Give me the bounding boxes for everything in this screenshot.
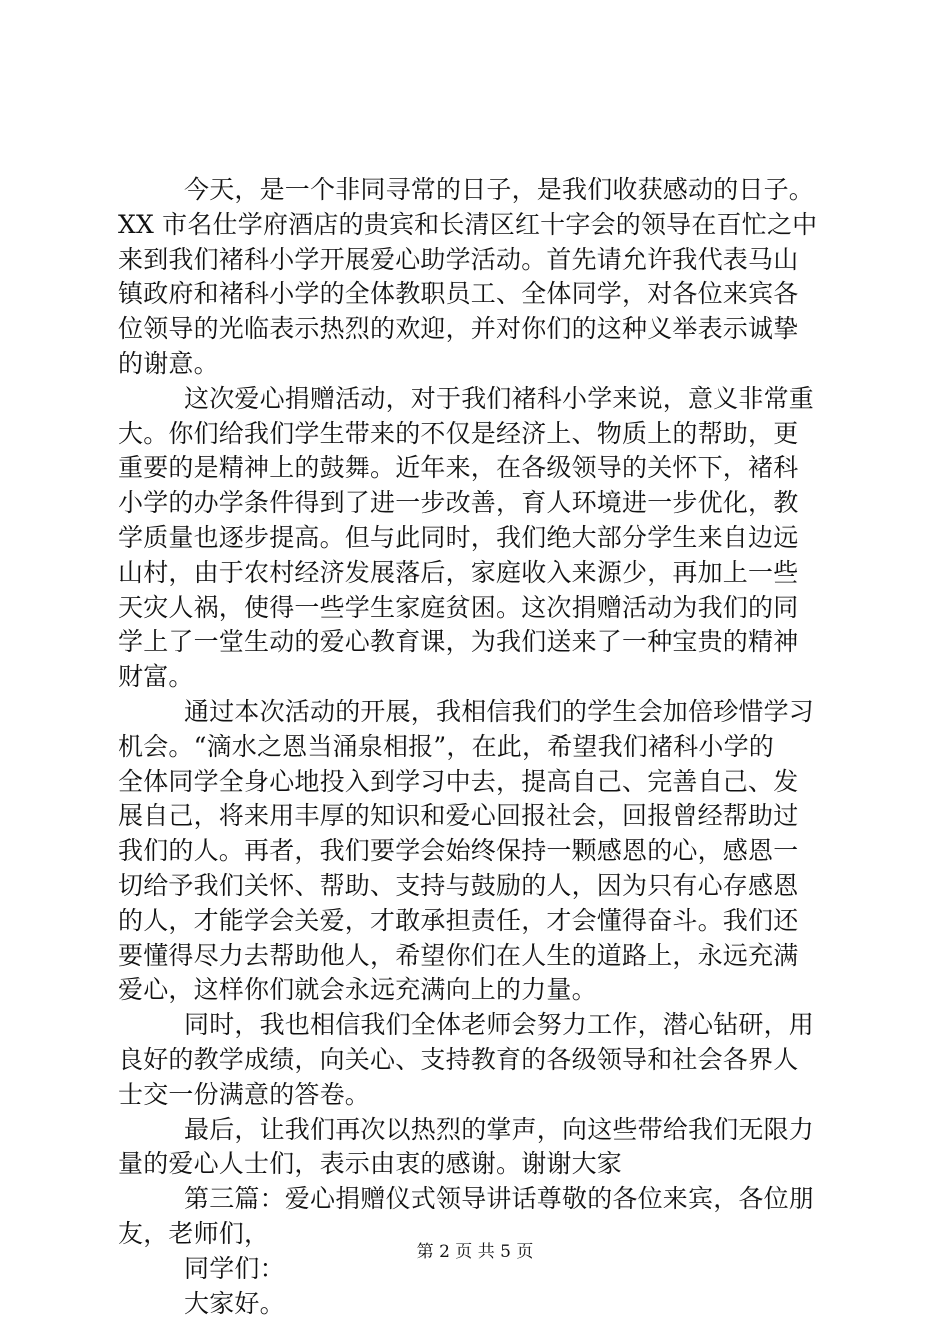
text-line: 的人，才能学会关爱，才敢承担责任，才会懂得奋斗。我们还 <box>118 905 799 935</box>
text-line: 良好的教学成绩，向关心、支持教育的各级领导和社会各界人 <box>118 1044 799 1074</box>
text-line: 切给予我们关怀、帮助、支持与鼓励的人，因为只有心存感恩 <box>118 870 799 900</box>
text-line: 要懂得尽力去帮助他人，希望你们在人生的道路上，永远充满 <box>118 940 799 970</box>
text-line: 同时，我也相信我们全体老师会努力工作，潜心钻研，用 <box>184 1010 815 1040</box>
document-body <box>118 173 838 1321</box>
text-line: 学上了一堂生动的爱心教育课，为我们送来了一种宝贵的精神 <box>118 627 799 657</box>
text-line: 学质量也逐步提高。但与此同时，我们绝大部分学生来自边远 <box>118 522 799 552</box>
text-line: 大。你们给我们学生带来的不仅是经济上、物质上的帮助，更 <box>118 418 799 448</box>
text-line: 天灾人祸，使得一些学生家庭贫困。这次捐赠活动为我们的同 <box>118 592 799 622</box>
text-line: 今天，是一个非同寻常的日子，是我们收获感动的日子。 <box>184 175 815 204</box>
text-line: 机会。“滴水之恩当涌泉相报”，在此，希望我们褚科小学的 <box>118 731 774 761</box>
text-line: 全体同学全身心地投入到学习中去，提高自己、完善自己、发 <box>118 766 799 796</box>
text-line: 大家好。 <box>184 1288 285 1318</box>
text-line: 士交一份满意的答卷。 <box>118 1079 371 1109</box>
text-line: 最后，让我们再次以热烈的掌声，向这些带给我们无限力 <box>184 1114 815 1144</box>
text-line: 友，老师们， <box>118 1218 270 1248</box>
text-line: 财富。 <box>118 662 194 692</box>
text-line: 重要的是精神上的鼓舞。近年来，在各级领导的关怀下，褚科 <box>118 453 799 483</box>
text-line: 同学们： <box>184 1253 285 1283</box>
text-line: 我们的人。再者，我们要学会始终保持一颗感恩的心，感恩一 <box>118 836 799 866</box>
text-line: 镇政府和褚科小学的全体教职员工、全体同学，对各位来宾各 <box>118 279 799 309</box>
text-line: 的谢意。 <box>118 348 219 378</box>
text-line: XX 市名仕学府酒店的贵宾和长清区红十字会的领导在百忙之中 <box>118 209 818 239</box>
page-footer: 第 2 页 共 5 页 <box>416 1242 534 1262</box>
text-line: 这次爱心捐赠活动，对于我们褚科小学来说，意义非常重 <box>184 383 815 413</box>
text-line: 来到我们褚科小学开展爱心助学活动。首先请允许我代表马山 <box>118 244 799 274</box>
text-line: 山村，由于农村经济发展落后，家庭收入来源少，再加上一些 <box>118 557 799 587</box>
text-line: 位领导的光临表示热烈的欢迎，并对你们的这种义举表示诚挚 <box>118 314 799 344</box>
text-line: 小学的办学条件得到了进一步改善，育人环境进一步优化，教 <box>118 488 799 518</box>
text-line: 量的爱心人士们，表示由衷的感谢。谢谢大家 <box>118 1149 623 1179</box>
text-line: 通过本次活动的开展，我相信我们的学生会加倍珍惜学习 <box>184 696 815 726</box>
text-line: 展自己，将来用丰厚的知识和爱心回报社会，回报曾经帮助过 <box>118 801 799 831</box>
text-line: 爱心，这样你们就会永远充满向上的力量。 <box>118 975 597 1005</box>
text-line: 第三篇：爱心捐赠仪式领导讲话尊敬的各位来宾，各位朋 <box>184 1184 815 1214</box>
